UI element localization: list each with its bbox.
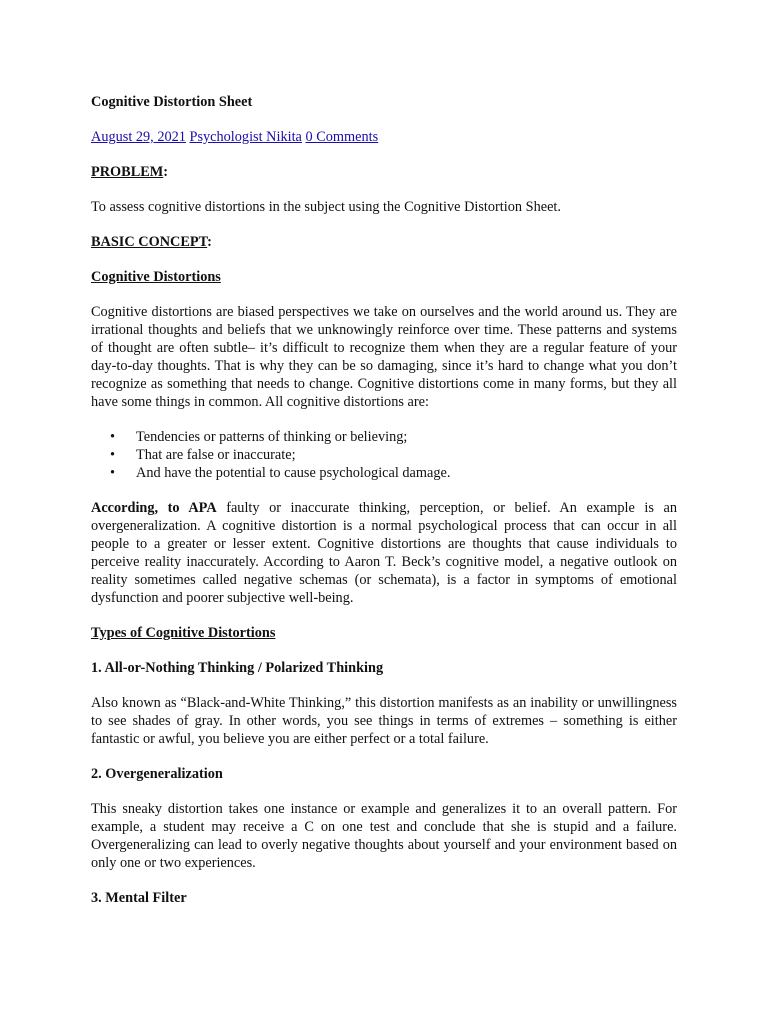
apa-paragraph xyxy=(91,499,677,607)
list-item-text: That are false or inaccurate; xyxy=(136,447,296,463)
post-date-link[interactable]: August 29, 2021 xyxy=(91,129,186,145)
apa-lead: According, to APA xyxy=(91,500,217,516)
cognitive-distortions-paragraph: Cognitive distortions are biased perspectives we take on ourselves and the world around us. They are irrational thoughts and beliefs that we unknowingly reinforce over time. These patterns and systems of thought are often subtle– it’s difficult to recognize them when they are a regular feature of your day-to-day thoughts. That is why they can be so damaging, since it’s hard to change what you don’t recognize as something that needs to change. Cognitive distortions come in many forms, but they all have some things in common. All cognitive distortions are: xyxy=(91,304,677,410)
author-link[interactable]: Psychologist Nikita xyxy=(189,129,302,145)
document-page xyxy=(91,93,677,924)
comments-link[interactable]: 0 Comments xyxy=(305,129,379,145)
list-item xyxy=(110,446,677,464)
basic-concept-heading-label: BASIC CONCEPT xyxy=(91,234,208,250)
type-1-heading: 1. All-or-Nothing Thinking / Polarized Thinking xyxy=(91,660,384,676)
problem-text: To assess cognitive distortions in the subject using the Cognitive Distortion Sheet. xyxy=(91,199,561,215)
problem-heading: PROBLEM: xyxy=(91,164,169,180)
type-2-heading: 2. Overgeneralization xyxy=(91,766,223,782)
bullet-icon: • xyxy=(110,429,116,445)
type-1-text: Also known as “Black-and-White Thinking,” this distortion manifests as an inability or unwillingness to see shades of gray. In other words, you see things in terms of extremes – something is either fantastic or awful, you believe you are either perfect or a total failure. xyxy=(91,695,677,747)
post-meta xyxy=(91,128,677,146)
list-item-text: Tendencies or patterns of thinking or believing; xyxy=(136,429,408,445)
list-item xyxy=(110,464,677,482)
apa-text: faulty or inaccurate thinking, perception, or belief. An example is an overgeneralization. A cognitive distortion is a normal psychological process that can occur in all people to a greater or lesser extent. Cognitive distortions are thoughts that cause individuals to perceive reality inaccurately. According to Aaron T. Beck’s cognitive model, a negative outlook on reality sometimes called negative schemas (or schemata), is a factor in symptoms of emotional dysfunction and poorer subjective well-being. xyxy=(91,500,677,606)
basic-concept-heading: BASIC CONCEPT: xyxy=(91,234,212,250)
type-2-text: This sneaky distortion takes one instance or example and generalizes it to an overall pattern. For example, a student may receive a C on one test and conclude that she is stupid and a failure. Overgeneralizing can lead to overly negative thoughts about yourself and your environment based on only one or two experiences. xyxy=(91,801,677,871)
type-3-heading: 3. Mental Filter xyxy=(91,890,187,906)
distortion-traits-list xyxy=(91,428,677,482)
bullet-icon: • xyxy=(110,465,116,481)
list-item xyxy=(110,428,677,446)
cognitive-distortions-heading: Cognitive Distortions xyxy=(91,269,221,285)
bullet-icon: • xyxy=(110,447,116,463)
list-item-text: And have the potential to cause psychological damage. xyxy=(136,465,451,481)
problem-heading-label: PROBLEM xyxy=(91,164,164,180)
types-heading: Types of Cognitive Distortions xyxy=(91,625,276,641)
document-title: Cognitive Distortion Sheet xyxy=(91,94,253,110)
